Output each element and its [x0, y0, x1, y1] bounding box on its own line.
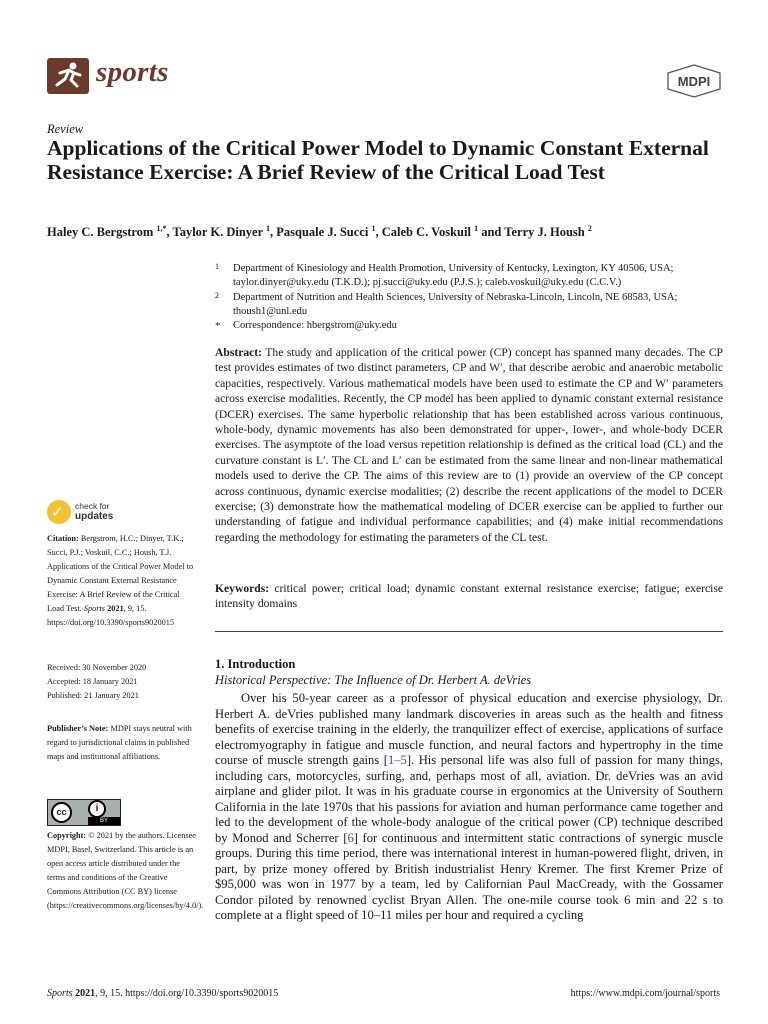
keywords: Keywords: critical power; critical load; dynamic constant external resistance exercise; fatigue; exercise intensity domains: [215, 582, 723, 611]
journal-logo-icon: [47, 58, 89, 94]
journal-name: sports: [96, 56, 169, 88]
publisher-note: Publisher’s Note: MDPI stays neutral with regard to jurisdictional claims in published maps and institutional affiliations.: [47, 724, 192, 761]
section-divider: [215, 631, 723, 632]
affiliations: [215, 262, 725, 333]
cc-icon: cc: [51, 802, 72, 823]
person-icon: i: [88, 800, 106, 818]
affiliation-item: 1 Department of Kinesiology and Health Promotion, University of Kentucky, Lexington, KY 40506, USA; taylor.dinyer@uky.edu (T.K.D.); pj.succi@uky.edu (P.J.S.); caleb.voskuil@uky.edu (C.C.V.): [215, 262, 674, 289]
author-name: Taylor K. Dinyer $^1$: [172, 224, 271, 240]
article-type: Review: [47, 122, 84, 136]
subsection-heading: Historical Perspective: The Influence of Dr. Herbert A. deVries: [215, 673, 532, 687]
accepted-date: Accepted: 18 January 2021: [47, 677, 138, 686]
copyright: Copyright: © 2021 by the authors. Licensee MDPI, Basel, Switzerland. This article is an open access article distributed under the terms and conditions of the Creative Commons Attribution (CC BY) license (https://creativecommons.org/licenses/by/4.0/).: [47, 831, 204, 910]
article-title: Applications of the Critical Power Model to Dynamic Constant External Resistance Exercise: A Brief Review of the Critical Load Test: [47, 136, 709, 184]
cc-by-license-icon[interactable]: cc i BY: [47, 799, 121, 826]
author-name: Pasquale J. Succi $^1$: [276, 224, 376, 240]
author-name: Caleb C. Voskuil $^1$: [381, 224, 479, 240]
mdpi-logo: [666, 64, 722, 98]
author-list: Haley C. Bergstrom $^{1,*}$, Taylor K. Dinyer $^1$, Pasquale J. Succi $^1$, Caleb C. Voskuil $^1$ and Terry J. Housh $^2$: [47, 224, 592, 240]
reference-link[interactable]: 6: [347, 830, 354, 845]
check-for-updates-button[interactable]: ✓ check for updates: [47, 500, 172, 526]
abstract: Abstract: The study and application of the critical power (CP) concept has spanned many decades. The CP test provides estimates of two distinct parameters, CP and W′, that describe aerobic and anaerobic metabolic capacities, respectively. Various mathematical models have been used to estimate the CP and W′ parameters across exercise modalities. Recently, the CP model has been applied to dynamic constant external resistance (DCER) exercises. The same hyperbolic relationship that has been established across various continuous, whole-body, dynamic movements has also been demonstrated for upper-, lower-, and whole-body DCER exercises. The asymptote of the load versus repetition relationship is defined as the critical load (CL) and the curvature constant is L′. The CL and L′ can be estimated from the same linear and non-linear mathematical models used to derive the CP. The aims of this review are to (1) provide an overview of the CP concept across continuous, dynamic exercise modalities; (2) describe the recent applications of the model to DCER exercise; (3) demonstrate how the mathematical modeling of DCER exercise can be applied to further our understanding of fatigue and individual performance capabilities; and (4) make initial recommendations regarding the methodology for estimating the parameters of the CL test.: [215, 346, 723, 544]
received-date: Received: 30 November 2020: [47, 663, 147, 672]
footer-url[interactable]: https://www.mdpi.com/journal/sports: [570, 988, 720, 999]
dates: [47, 661, 197, 703]
author-name: Haley C. Bergstrom $^{1,*}$: [47, 224, 167, 240]
intro-paragraph: Over his 50-year career as a professor of physical education and exercise physiology, Dr. Herbert A. deVries published many landmark discoveries in areas such as the health and fitness benefits of exercise training in the elderly, the tranquilizer effect of exercise, applications of surface electromyography in fatigue and muscle function, and neural factors and hypertrophy in the time course of muscle strength gains [1–5]. His personal life was also full of passion for many things, including cars, motorcycles, surfing, and, perhaps most of all, aviation. Dr. deVries was an avid airplane and glider pilot. It was in his graduate course in ergonomics at the University of Southern California in the late 1970s that his passions for aviation and human performance came together and led to the development of the whole-body analogue of the critical power (CP) technique described by Monod and Scherrer [6] for continuous and intermittent static contractions of synergic muscle groups. During this time period, there was international interest in human-powered flight, driven, in part, by prize money offered by British industrialist Henry Kremer. The first Kremer Prize of $95,000 was won in 1977 by a team, led by Californian Paul MacCready, with the Gossamer Condor piloted by renowned cyclist Bryan Allen. The one-mile course took 6 min and 22 s to complete at a flight speed of 10–11 miles per hour and required a cycling: [215, 691, 723, 922]
affiliation-item: * Correspondence: hbergstrom@uky.edu: [215, 320, 397, 333]
citation: Citation: Bergstrom, H.C.; Dinyer, T.K.; Succi, P.J.; Voskuil, C.C.; Housh, T.J. Applications of the Critical Power Model to Dynamic Constant External Resistance Exercise: A Brief Review of the Critical Load Test. Sports 2021, 9, 15. https://doi.org/10.3390/sports9020015: [47, 534, 194, 627]
published-date: Published: 21 January 2021: [47, 691, 139, 700]
author-name: Terry J. Housh $^2$: [504, 224, 592, 240]
check-icon: ✓: [47, 500, 71, 524]
section-heading: 1. Introduction: [215, 657, 296, 671]
svg-text:MDPI: MDPI: [677, 74, 711, 89]
reference-link[interactable]: 1–5: [387, 753, 407, 767]
footer-citation: Sports 2021, 9, 15. https://doi.org/10.3390/sports9020015: [47, 988, 279, 999]
affiliation-item: 2 Department of Nutrition and Health Sciences, University of Nebraska-Lincoln, Lincoln, NE 68583, USA; thoush1@unl.edu: [215, 290, 678, 317]
